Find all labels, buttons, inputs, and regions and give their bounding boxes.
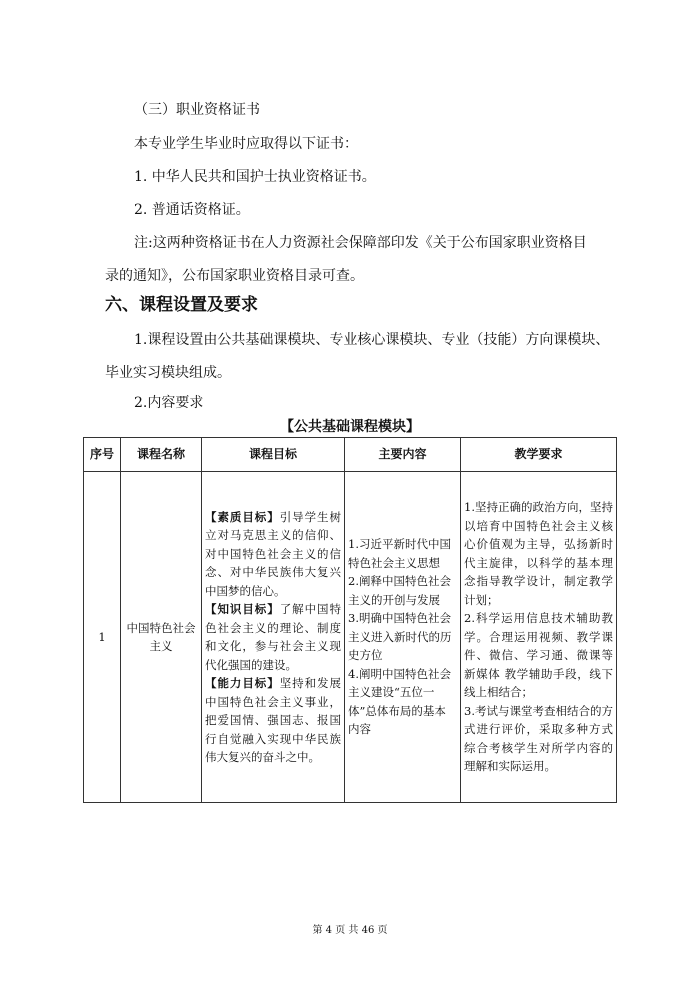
section-heading: 六、课程设置及要求 xyxy=(105,295,258,315)
cert-item-2: 2. 普通话资格证。 xyxy=(134,202,250,218)
cell-main-content xyxy=(345,472,461,803)
cert-item-1: 1. 中华人民共和国护士执业资格证书。 xyxy=(134,169,376,185)
para-2: 2.内容要求 xyxy=(134,395,204,411)
goal-knowledge: 【知识目标】了解中国特色社会主义的理论、制度和文化，参与社会主义现代化强国的建设。 xyxy=(205,602,342,672)
cell-teaching-requirements xyxy=(461,472,617,803)
para-1-line-2: 毕业实习模块组成。 xyxy=(105,365,231,381)
note-line-2: 录的通知》，公布国家职业资格目录可查。 xyxy=(105,268,364,284)
para-1-line-1: 1.课程设置由公共基础课模块、专业核心课模块、专业（技能）方向课模块、 xyxy=(134,332,610,348)
requirement-item: 2.科学运用信息技术辅助教学。合理运用视频、教学课件、微信、学习通、微课等新媒体 教学辅助手段，线下线上相结合； xyxy=(464,611,613,700)
cell-course-name: 中国特色社会主义 xyxy=(121,472,202,803)
content-item: 3.明确中国特色社会主义进入新时代的历史方位 xyxy=(348,611,452,663)
cell-course-goals xyxy=(202,472,345,803)
table-title: 【公共基础课程模块】 xyxy=(280,419,420,435)
intro-text: 本专业学生毕业时应取得以下证书： xyxy=(134,136,358,152)
header-course-goals: 课程目标 xyxy=(202,438,345,472)
note-line-1: 注:这两种资格证书在人力资源社会保障部印发《关于公布国家职业资格目 xyxy=(134,235,587,251)
content-item: 1.习近平新时代中国特色社会主义思想 xyxy=(348,537,451,570)
requirement-item: 1.坚持正确的政治方向，坚持以培育中国特色社会主义核心价值观为主导，弘扬新时代主旋律，以科学的基本理念指导教学设计，制定教学计划； xyxy=(464,500,613,607)
content-item: 4.阐明中国特色社会主义建设“五位一体”总体布局的基本内容 xyxy=(348,666,451,737)
content-item: 2.阐释中国特色社会主义的开创与发展 xyxy=(348,574,451,607)
sub-heading: （三）职业资格证书 xyxy=(134,102,260,118)
header-teaching-requirements: 教学要求 xyxy=(461,438,617,472)
course-table xyxy=(83,437,617,803)
cell-index: 1 xyxy=(84,472,121,803)
goal-ability: 【能力目标】坚持和发展中国特色社会主义事业，把爱国情、强国志、报国行自觉融入实现中华民族伟大复兴的奋斗之中。 xyxy=(205,676,342,764)
table-header-row xyxy=(84,438,617,472)
header-course-name: 课程名称 xyxy=(121,438,202,472)
header-main-content: 主要内容 xyxy=(345,438,461,472)
table-row xyxy=(84,472,617,803)
goal-quality: 【素质目标】引导学生树立对马克思主义的信仰、对中国特色社会主义的信念、对中华民族伟大复兴中国梦的信心。 xyxy=(205,509,342,598)
header-index: 序号 xyxy=(84,438,121,472)
page-footer: 第 4 页 共 46 页 xyxy=(312,925,388,936)
requirement-item: 3.考试与课堂考查相结合的方式进行评价，采取多种方式综合考核学生对所学内容的理解和实际运用。 xyxy=(464,703,613,774)
